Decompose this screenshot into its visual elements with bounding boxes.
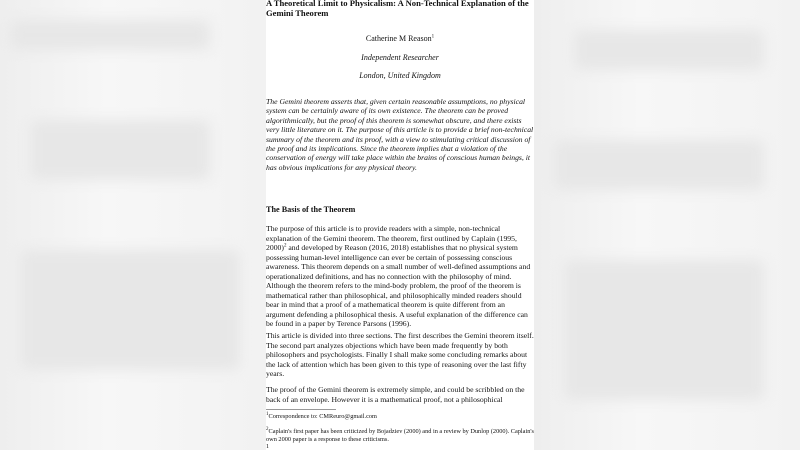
footnote-ref-2: 2: [283, 243, 287, 249]
paragraph-3: The proof of the Gemini theorem is extremely simple, and could be scribbled on the back of an envelope. However it is a mathematical proof, not a philosophical: [266, 385, 525, 404]
author-line: [266, 34, 534, 44]
footnote-2-mark: 2: [266, 426, 269, 432]
footnote-2-text: Caplain's first paper has been criticized by Bojadziev (2000) and in a review by Dunlop (2000). Caplain's own 2000 paper is a response to these criticisms.: [266, 428, 534, 443]
section-heading: The Basis of the Theorem: [266, 205, 356, 214]
abstract: The Gemini theorem asserts that, given certain reasonable assumptions, no physical system can be certainly aware of its own existence. The theorem can be proved algorithmically, but the proof of this theorem is somewhat obscure, and there exists very little literature on it. The purpose of this article is to provide a brief non-technical summary of the theorem and its proof, with a view to stimulating critical discussion of the proof and its implications. Since the theorem implies that a violation of the conservation of energy will take place within the brains of conscious human beings, it has obvious implications for any physical theory.: [266, 97, 534, 172]
paragraph-2: This article is divided into three sections. The first describes the Gemini theorem itself. The second part analyzes objections which have been made frequently by both philosophers and psychologists. Finally I shall make some concluding remarks about the lack of attention which has been given to this type of reasoning over the last fifty years.: [266, 331, 534, 378]
location: London, United Kingdom: [359, 71, 441, 80]
paper-title: A Theoretical Limit to Physicalism: A Non-Technical Explanation of the Gemini Theorem: [266, 0, 529, 18]
footnote-1-mark: 1: [266, 411, 269, 417]
affiliation: Independent Researcher: [361, 53, 439, 62]
author-name: Catherine M Reason: [365, 34, 432, 43]
footnote-2: [266, 428, 534, 443]
footnote-1-text: Correspondence to: CMReuro@gmail.com: [268, 413, 377, 420]
left-blurred-background: [0, 0, 266, 450]
right-blurred-background: [534, 0, 800, 450]
document-page: [266, 0, 534, 450]
paragraph-1-part-b: and developed by Reason (2016, 2018) establishes that no physical system possessing human-level intelligence can ever be certain of possessing conscious awareness. This theorem depends on a small number of well-defined assumptions and operationalized definitions, and has no connection with the philosophy of mind. Although the theorem refers to the mind-body problem, the proof of the theorem is mathematical rather than philosophical, and philosophically minded readers should bear in mind that a proof of a mathematical theorem is quite different from an argument defending a philosophical thesis. A useful explanation of the difference can be found in a paper by Terence Parsons (1996).: [266, 243, 531, 328]
paragraph-1: [266, 224, 534, 329]
author-footnote-mark: 1: [431, 34, 435, 40]
page-number: 1: [266, 443, 270, 450]
footnote-rule: [266, 409, 336, 410]
footnote-1: [266, 413, 534, 421]
paragraph-1-part-a: The purpose of this article is to provide readers with a simple, non-technical explanation of the Gemini theorem. The theorem, first outlined by Caplain (1995, 2000): [266, 224, 517, 252]
